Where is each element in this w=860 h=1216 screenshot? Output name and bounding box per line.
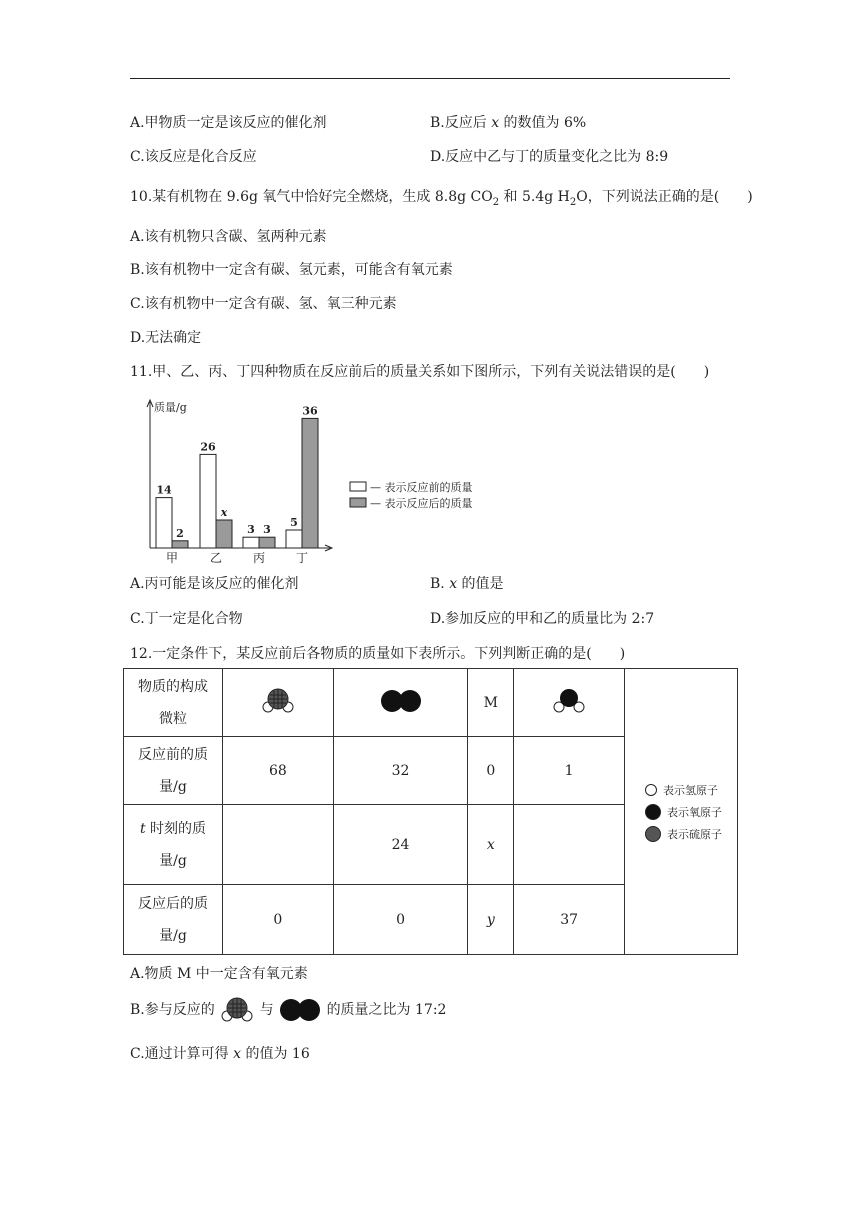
q11-option-c[interactable]: C.丁一定是化合物 bbox=[130, 611, 243, 627]
rh-1a: 物质的构成 bbox=[138, 678, 208, 695]
category-label-4: 丁 bbox=[295, 551, 309, 565]
after-h2o: 37 bbox=[514, 885, 625, 955]
t-m: x bbox=[468, 805, 514, 885]
q9-option-c[interactable]: C.该反应是化合反应 bbox=[130, 149, 257, 165]
after-h2s: 0 bbox=[223, 885, 334, 955]
h2s-molecule-cell bbox=[223, 669, 334, 737]
bar-before-3 bbox=[243, 537, 259, 548]
q10-option-d[interactable]: D.无法确定 bbox=[130, 330, 202, 346]
q11-option-b[interactable] bbox=[430, 573, 504, 593]
rh-2b: 量/g bbox=[159, 778, 187, 795]
q11-b-suffix: 的值是 bbox=[457, 576, 504, 592]
rh-3a: 时刻的质 bbox=[145, 820, 207, 837]
bar-before-1 bbox=[156, 498, 172, 548]
q10-stem-p1: 10.某有机物在 9.6g 氧气中恰好完全燃烧，生成 8.8g CO bbox=[130, 189, 493, 205]
q9-option-d[interactable]: D.反应中乙与丁的质量变化之比为 8:9 bbox=[430, 149, 669, 165]
legend-before-swatch bbox=[350, 482, 366, 491]
label-after-1: 2 bbox=[176, 526, 184, 540]
h2s-molecule-icon bbox=[260, 686, 296, 716]
q10-option-c[interactable]: C.该有机物中一定含有碳、氢、氧三种元素 bbox=[130, 296, 397, 312]
q9-option-b[interactable] bbox=[430, 112, 586, 132]
row-header-particles bbox=[124, 669, 223, 737]
q12-b-mid: 与 bbox=[259, 1002, 274, 1018]
bar-before-2 bbox=[200, 454, 216, 548]
q10-stem-sub2: 2 bbox=[569, 196, 577, 208]
bar-after-3 bbox=[259, 537, 275, 548]
m-cell: M bbox=[468, 669, 514, 737]
q12-c-prefix: C.通过计算可得 bbox=[130, 1046, 234, 1062]
legend-hydrogen-label: 表示氢原子 bbox=[663, 783, 718, 797]
label-after-4: 36 bbox=[302, 404, 318, 418]
q11-b-prefix: B. bbox=[430, 576, 450, 592]
q9-b-prefix: B.反应后 bbox=[430, 115, 492, 131]
category-label-2: 乙 bbox=[209, 551, 223, 565]
label-before-3: 3 bbox=[247, 523, 255, 537]
header-rule bbox=[130, 78, 730, 79]
row-header-t-time bbox=[124, 805, 223, 885]
rh-3b: 量/g bbox=[159, 852, 187, 869]
q12-option-c[interactable] bbox=[130, 1043, 310, 1063]
before-h2s: 68 bbox=[223, 737, 334, 805]
legend-oxygen bbox=[645, 804, 737, 820]
q11-option-a[interactable]: A.丙可能是该反应的催化剂 bbox=[130, 576, 299, 592]
q12-c-suffix: 的值为 16 bbox=[241, 1046, 310, 1062]
q10-option-a[interactable]: A.该有机物只含碳、氢两种元素 bbox=[130, 229, 327, 245]
legend-after-label: — 表示反应后的质量 bbox=[370, 497, 473, 510]
label-before-2: 26 bbox=[200, 440, 216, 454]
label-after-3: 3 bbox=[263, 523, 271, 537]
label-before-1: 14 bbox=[156, 483, 172, 497]
sulfur-atom-icon bbox=[645, 826, 661, 842]
legend-sulfur bbox=[645, 826, 737, 842]
q12-b-prefix: B.参与反应的 bbox=[130, 1002, 215, 1018]
row-header-before bbox=[124, 737, 223, 805]
q10-option-b[interactable]: B.该有机物中一定含有碳、氢元素，可能含有氧元素 bbox=[130, 262, 453, 278]
q11-b-var: x bbox=[449, 576, 458, 592]
before-o2: 32 bbox=[333, 737, 468, 805]
h2o-molecule-cell bbox=[514, 669, 625, 737]
q10-stem-p3: O，下列说法正确的是( ) bbox=[576, 189, 753, 205]
hydrogen-atom-icon bbox=[645, 784, 657, 796]
legend-before-label: — 表示反应前的质量 bbox=[370, 481, 473, 494]
atom-legend-cell bbox=[625, 669, 738, 955]
q12-b-suffix: 的质量之比为 17:2 bbox=[326, 1002, 447, 1018]
legend-after-swatch bbox=[350, 498, 366, 507]
q11-option-d[interactable]: D.参加反应的甲和乙的质量比为 2:7 bbox=[430, 611, 655, 627]
q10-stem-p2: 和 5.4g H bbox=[499, 189, 570, 205]
q9-b-var: x bbox=[491, 115, 500, 131]
t-o2: 24 bbox=[333, 805, 468, 885]
legend-sulfur-label: 表示硫原子 bbox=[667, 827, 722, 841]
q10-stem bbox=[130, 186, 753, 208]
category-label-1: 甲 bbox=[165, 551, 179, 565]
bar-after-1 bbox=[172, 541, 188, 548]
q12-stem: 12.一定条件下，某反应前后各物质的质量如下表所示。下列判断正确的是( ) bbox=[130, 646, 626, 662]
h2o-molecule-icon bbox=[551, 686, 587, 716]
bar-before-4 bbox=[286, 530, 302, 548]
bar-after-2 bbox=[216, 520, 232, 548]
q10-stem-sub1: 2 bbox=[492, 196, 500, 208]
row-header-after bbox=[124, 885, 223, 955]
q9-option-a[interactable]: A.甲物质一定是该反应的催化剂 bbox=[130, 115, 327, 131]
t-h2o bbox=[514, 805, 625, 885]
q12-option-b[interactable] bbox=[130, 995, 446, 1025]
label-after-2: x bbox=[220, 506, 228, 519]
t-h2s bbox=[223, 805, 334, 885]
oxygen-atom-icon bbox=[645, 804, 661, 820]
q11-bar-chart bbox=[140, 392, 520, 568]
h2s-molecule-inline-icon bbox=[219, 995, 255, 1025]
bar-after-4 bbox=[302, 418, 318, 548]
o2-molecule-icon bbox=[379, 688, 423, 714]
label-before-4: 5 bbox=[290, 516, 298, 529]
q12-option-a[interactable]: A.物质 M 中一定含有氧元素 bbox=[130, 966, 308, 982]
before-m: 0 bbox=[468, 737, 514, 805]
o2-molecule-cell bbox=[333, 669, 468, 737]
y-axis-label: 质量/g bbox=[154, 401, 187, 414]
rh-3var: t bbox=[139, 820, 146, 837]
rh-1b: 微粒 bbox=[159, 710, 187, 727]
q12-c-var: x bbox=[233, 1046, 242, 1062]
q11-stem: 11.甲、乙、丙、丁四种物质在反应前后的质量关系如下图所示，下列有关说法错误的是( ) bbox=[130, 364, 710, 380]
rh-4b: 量/g bbox=[159, 927, 187, 944]
legend-hydrogen bbox=[645, 782, 737, 798]
after-o2: 0 bbox=[333, 885, 468, 955]
q12-table bbox=[123, 668, 738, 955]
o2-molecule-inline-icon bbox=[278, 997, 322, 1023]
rh-2a: 反应前的质 bbox=[138, 746, 208, 763]
q9-b-suffix: 的数值为 6% bbox=[499, 115, 587, 131]
legend-oxygen-label: 表示氧原子 bbox=[667, 805, 722, 819]
category-label-3: 丙 bbox=[252, 551, 266, 565]
after-m: y bbox=[468, 885, 514, 955]
rh-4a: 反应后的质 bbox=[138, 895, 208, 912]
before-h2o: 1 bbox=[514, 737, 625, 805]
